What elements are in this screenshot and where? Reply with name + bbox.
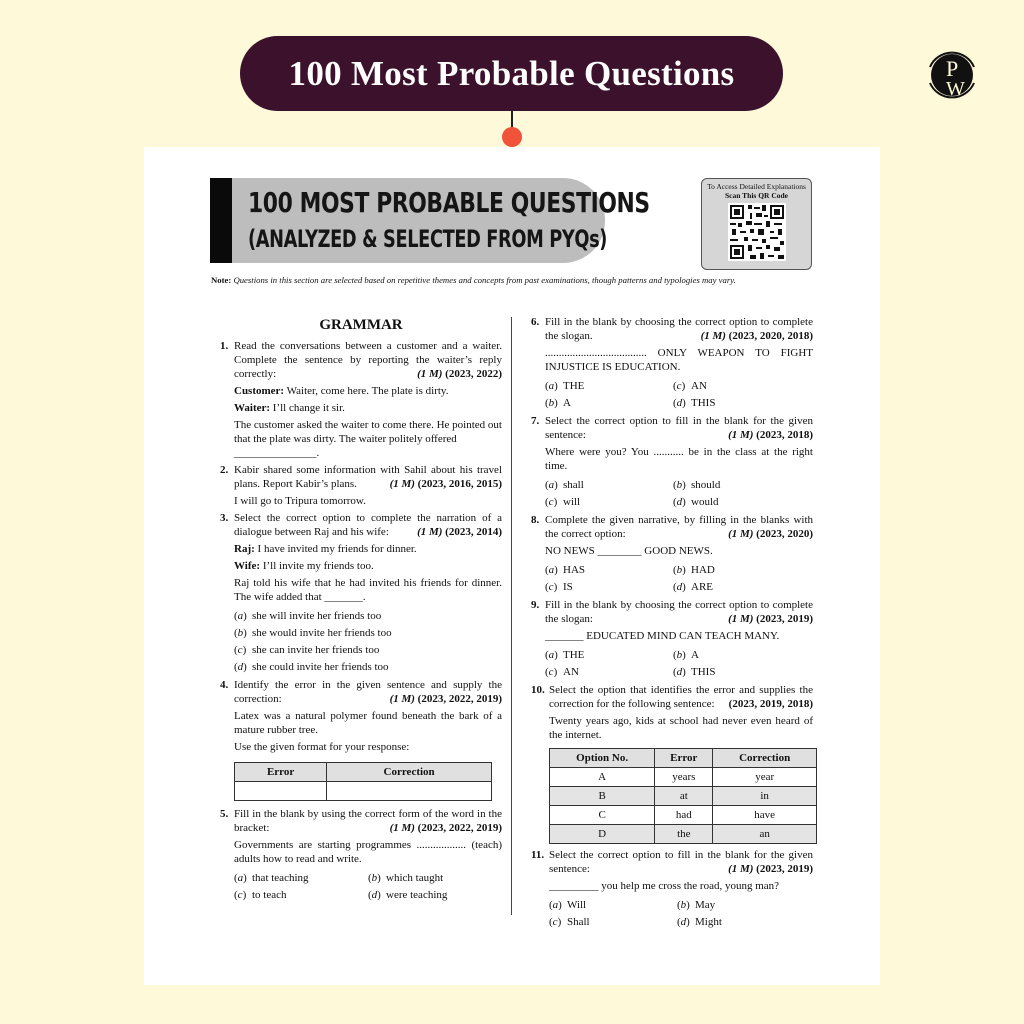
option-label: d [676, 396, 683, 409]
option-label: d [371, 888, 378, 901]
question-8 [531, 513, 813, 595]
option-b[interactable]: (b) A [545, 396, 571, 409]
dialogue-line [234, 384, 502, 398]
years: (2023, 2022, 2019) [417, 822, 502, 834]
pw-logo-icon [922, 45, 982, 105]
question-passage: Raj told his wife that he had invited his friends for dinner. The wife added that _______. [234, 577, 502, 603]
question-text: Select the correct option to fill in the blank for the given sentence: [549, 849, 813, 875]
dialogue-line [234, 401, 502, 415]
connector-dot [502, 127, 522, 147]
table-cell: D [550, 825, 655, 844]
option-label: c [548, 665, 554, 678]
option-text: HAD [691, 563, 715, 576]
question-4 [220, 678, 502, 801]
option-label: a [548, 379, 555, 392]
option-label: c [552, 915, 558, 928]
column-divider [511, 317, 512, 915]
option-c[interactable]: (c) Shall [549, 915, 590, 928]
table-cell: an [713, 825, 817, 844]
question-6 [531, 315, 813, 411]
option-label: b [548, 396, 555, 409]
section-title: GRAMMAR [319, 317, 403, 333]
title-accent-block [210, 178, 232, 263]
option-label: a [237, 609, 244, 622]
table-cell: at [655, 787, 713, 806]
years: (2023, 2022) [445, 368, 502, 380]
option-label: a [552, 898, 559, 911]
option-label: c [676, 379, 682, 392]
question-text: Fill in the blank by choosing the correct option to complete the slogan. [545, 316, 813, 342]
option-text: AN [691, 379, 707, 392]
option-label: c [237, 643, 243, 656]
table-cell: have [713, 806, 817, 825]
question-meta [728, 428, 813, 442]
option-c[interactable]: (c) she can invite her friends too [234, 643, 380, 656]
question-meta [390, 477, 502, 491]
question-5 [220, 807, 502, 903]
question-meta [729, 697, 813, 711]
left-column [220, 315, 502, 906]
question-text: Fill in the blank by using the correct form of the word in the bracket: [234, 808, 502, 834]
question-text: Kabir shared some information with Sahil about his travel plans. Report Kabir’s plans. [234, 464, 502, 490]
option-label: c [548, 495, 554, 508]
years: (2023, 2019) [756, 863, 813, 875]
option-text: Shall [567, 915, 590, 928]
question-number: 7. [531, 415, 540, 427]
page-title-line2: (ANALYZED & SELECTED FROM PYQs) [248, 225, 608, 253]
option-c[interactable]: (c) IS [545, 580, 573, 593]
option-a[interactable]: (a) Will [549, 898, 587, 911]
table-cell: C [550, 806, 655, 825]
question-passage: I will go to Tripura tomorrow. [234, 495, 366, 507]
table-cell: year [713, 768, 817, 787]
marks: (1 M) [417, 526, 443, 538]
question-stem [234, 463, 502, 491]
option-text: HAS [563, 563, 586, 576]
option-label: b [676, 563, 683, 576]
option-b[interactable]: (b) should [673, 478, 721, 491]
option-label: d [676, 580, 683, 593]
question-11 [531, 848, 813, 930]
speaker: Waiter: [234, 402, 271, 414]
question-7 [531, 414, 813, 510]
options-grid [545, 561, 813, 595]
option-label: d [676, 665, 683, 678]
question-passage: Latex was a natural polymer found beneath the bark of a mature rubber tree. [234, 710, 502, 736]
years: (2023, 2018) [756, 429, 813, 441]
question-number: 1. [220, 340, 229, 352]
question-number: 11. [531, 849, 545, 861]
option-c[interactable]: (c) AN [673, 379, 707, 392]
options-grid [545, 476, 813, 510]
question-passage: Governments are starting programmes .................. (teach) adults how to read and write. [234, 839, 502, 865]
dialogue-line [234, 542, 502, 556]
marks: (1 M) [700, 330, 726, 342]
page-title-bar [210, 178, 650, 263]
question-meta [417, 525, 502, 539]
option-c[interactable]: (c) AN [545, 665, 579, 678]
svg-text:P: P [946, 56, 959, 81]
option-text: will [563, 495, 581, 508]
option-label: b [676, 478, 683, 491]
question-9 [531, 598, 813, 680]
marks: (1 M) [389, 693, 415, 705]
option-b[interactable]: (b) May [677, 898, 716, 911]
years: (2023, 2016, 2015) [417, 478, 502, 490]
question-number: 6. [531, 316, 540, 328]
options-grid [545, 377, 813, 411]
question-text: Complete the given narrative, by filling in the blanks with the correct option: [545, 514, 813, 540]
dialogue-text: Waiter, come here. The plate is dirty. [286, 385, 449, 397]
years: (2023, 2019) [756, 613, 813, 625]
question-meta [728, 612, 813, 626]
question-stem [545, 598, 813, 626]
years: (2023, 2020) [756, 528, 813, 540]
option-a[interactable]: (a) HAS [545, 563, 586, 576]
dialogue-text: I’ll invite my friends too. [262, 560, 374, 572]
option-label: a [548, 648, 555, 661]
option-text: THE [563, 379, 585, 392]
question-number: 9. [531, 599, 540, 611]
option-label: a [548, 478, 555, 491]
error-answer-cell[interactable] [235, 782, 327, 801]
years: (2023, 2019, 2018) [728, 698, 813, 710]
qr-code-icon[interactable] [728, 203, 786, 261]
option-text: she could invite her friends too [252, 660, 389, 673]
option-text: should [691, 478, 721, 491]
option-label: a [237, 871, 244, 884]
table-header-correction: Correction [327, 763, 492, 782]
option-b[interactable]: (b) which taught [368, 871, 444, 884]
question-text: Identify the error in the given sentence and supply the correction: [234, 679, 502, 705]
question-stem [549, 683, 813, 711]
table-cell: in [713, 787, 817, 806]
table-row[interactable] [550, 825, 817, 844]
note-label: Note: [211, 275, 232, 285]
table-row[interactable] [550, 768, 817, 787]
option-text: THIS [691, 665, 716, 678]
option-text: THIS [691, 396, 716, 409]
option-text: A [691, 648, 699, 661]
table-row[interactable] [550, 787, 817, 806]
question-passage: _________ you help me cross the road, young man? [549, 880, 780, 892]
question-number: 4. [220, 679, 229, 691]
question-text: Select the correct option to fill in the blank for the given sentence: [545, 415, 813, 441]
question-stem [234, 339, 502, 381]
option-text: IS [563, 580, 573, 593]
right-column [531, 315, 813, 933]
marks: (1 M) [417, 368, 443, 380]
question-stem [234, 511, 502, 539]
table-header-error: Error [235, 763, 327, 782]
marks: (1 M) [728, 528, 754, 540]
options-grid [549, 896, 813, 930]
question-stem [545, 315, 813, 343]
question-stem [545, 513, 813, 541]
option-text: ARE [691, 580, 713, 593]
option-label: a [548, 563, 555, 576]
question-meta [390, 821, 502, 835]
question-number: 5. [220, 808, 229, 820]
qr-caption-line2: Scan This QR Code [724, 191, 788, 200]
option-label: b [680, 898, 687, 911]
question-text: Fill in the blank by choosing the correct option to complete the slogan: [545, 599, 813, 625]
question-2 [220, 463, 502, 508]
question-meta [417, 367, 502, 381]
years: (2023, 2020, 2018) [728, 330, 813, 342]
option-text: that teaching [252, 871, 309, 884]
table-cell: the [655, 825, 713, 844]
table-cell: A [550, 768, 655, 787]
option-label: c [548, 580, 554, 593]
speaker: Customer: [234, 385, 285, 397]
option-text: would [691, 495, 719, 508]
option-b[interactable]: (b) she would invite her friends too [234, 626, 392, 639]
options-list [234, 607, 502, 675]
table-header-option-no: Option No. [550, 749, 655, 768]
speaker: Raj: [234, 543, 255, 555]
option-text: to teach [252, 888, 287, 901]
years: (2023, 2014) [445, 526, 502, 538]
option-c[interactable]: (c) will [545, 495, 581, 508]
option-text: were teaching [386, 888, 448, 901]
correction-answer-cell[interactable] [327, 782, 492, 801]
option-d[interactable]: (d) she could invite her friends too [234, 660, 389, 673]
option-d[interactable]: (d) Might [677, 915, 722, 928]
dialogue-text: I have invited my friends for dinner. [257, 543, 417, 555]
response-instruction: Use the given format for your response: [234, 741, 410, 753]
option-text: she can invite her friends too [252, 643, 380, 656]
option-text: she will invite her friends too [252, 609, 382, 622]
option-text: THE [563, 648, 585, 661]
option-a[interactable]: (a) shall [545, 478, 584, 491]
banner-title: 100 Most Probable Questions [240, 36, 783, 111]
question-stem [545, 414, 813, 442]
table-header-error: Error [655, 749, 713, 768]
question-stem [234, 678, 502, 706]
option-label: d [676, 495, 683, 508]
question-passage: Twenty years ago, kids at school had never even heard of the internet. [549, 715, 813, 741]
table-cell: had [655, 806, 713, 825]
question-passage: _______ EDUCATED MIND CAN TEACH MANY. [545, 630, 780, 642]
options-grid [234, 869, 502, 903]
table-row[interactable] [550, 806, 817, 825]
option-text: which taught [386, 871, 444, 884]
question-meta [728, 862, 813, 876]
passage-text: The customer asked the waiter to come there. He pointed out that the plate was dirty. The waiter politely offered [234, 419, 502, 445]
answer-blank: _______________. [234, 447, 320, 459]
question-3 [220, 511, 502, 675]
note-body: Questions in this section are selected based on repetitive themes and concepts from past examinations, though patterns and typologies may vary. [233, 275, 736, 285]
note-text [211, 275, 815, 285]
qr-code-box[interactable] [701, 178, 812, 270]
question-number: 2. [220, 464, 229, 476]
question-number: 10. [531, 684, 545, 696]
question-passage: Where were you? You ........... be in the class at the right time. [545, 446, 813, 472]
question-number: 3. [220, 512, 229, 524]
table-header-correction: Correction [713, 749, 817, 768]
question-text: Select the correct option to complete the narration of a dialogue between Raj and his wife: [234, 512, 502, 538]
option-label: b [676, 648, 683, 661]
option-text: A [563, 396, 571, 409]
options-table [549, 748, 817, 844]
svg-text:W: W [946, 78, 965, 100]
qr-caption-line1: To Access Detailed Explanations [707, 182, 806, 191]
option-d[interactable]: (d) THIS [673, 396, 716, 409]
option-text: Might [695, 915, 722, 928]
option-d[interactable]: (d) ARE [673, 580, 713, 593]
option-b[interactable]: (b) HAD [673, 563, 715, 576]
option-label: b [371, 871, 378, 884]
table-cell: B [550, 787, 655, 806]
question-stem [234, 807, 502, 835]
question-meta [728, 527, 813, 541]
option-label: d [237, 660, 244, 673]
question-passage: ..................................... ONLY WEAPON TO FIGHT INJUSTICE IS EDUCATION. [545, 347, 813, 373]
option-a[interactable]: (a) THE [545, 379, 585, 392]
question-text: Read the conversations between a customer and a waiter. Complete the sentence by reporting the waiter’s reply correctly: [234, 340, 502, 380]
marks: (1 M) [728, 613, 754, 625]
option-text: AN [563, 665, 579, 678]
option-d[interactable]: (d) THIS [673, 665, 716, 678]
option-text: Will [567, 898, 587, 911]
question-10 [531, 683, 813, 844]
question-stem [549, 848, 813, 876]
dialogue-line [234, 559, 502, 573]
question-1 [220, 339, 502, 460]
option-label: d [680, 915, 687, 928]
dialogue-text: I’ll change it sir. [272, 402, 345, 414]
option-a[interactable]: (a) that teaching [234, 871, 309, 884]
option-d[interactable]: (d) were teaching [368, 888, 448, 901]
speaker: Wife: [234, 560, 261, 572]
option-d[interactable]: (d) would [673, 495, 719, 508]
option-text: shall [563, 478, 584, 491]
option-a[interactable]: (a) she will invite her friends too [234, 609, 382, 622]
question-passage: NO NEWS ________ GOOD NEWS. [545, 545, 713, 557]
option-text: she would invite her friends too [252, 626, 392, 639]
question-meta [701, 329, 813, 343]
question-passage [234, 418, 502, 460]
option-label: b [237, 626, 244, 639]
years: (2023, 2022, 2019) [417, 693, 502, 705]
marks: (1 M) [728, 429, 754, 441]
option-c[interactable]: (c) to teach [234, 888, 287, 901]
document-page [144, 147, 880, 985]
table-cell: years [655, 768, 713, 787]
option-b[interactable]: (b) A [673, 648, 699, 661]
marks: (1 M) [389, 478, 415, 490]
marks: (1 M) [389, 822, 415, 834]
options-grid [545, 646, 813, 680]
response-table [234, 762, 492, 801]
option-label: c [237, 888, 243, 901]
option-a[interactable]: (a) THE [545, 648, 585, 661]
marks: (1 M) [728, 863, 754, 875]
question-text: Select the option that identifies the error and supplies the correction for the following sentence: [549, 684, 813, 710]
page-title-line1: 100 MOST PROBABLE QUESTIONS [248, 186, 650, 219]
question-number: 8. [531, 514, 540, 526]
option-text: May [695, 898, 716, 911]
question-meta [390, 692, 502, 706]
